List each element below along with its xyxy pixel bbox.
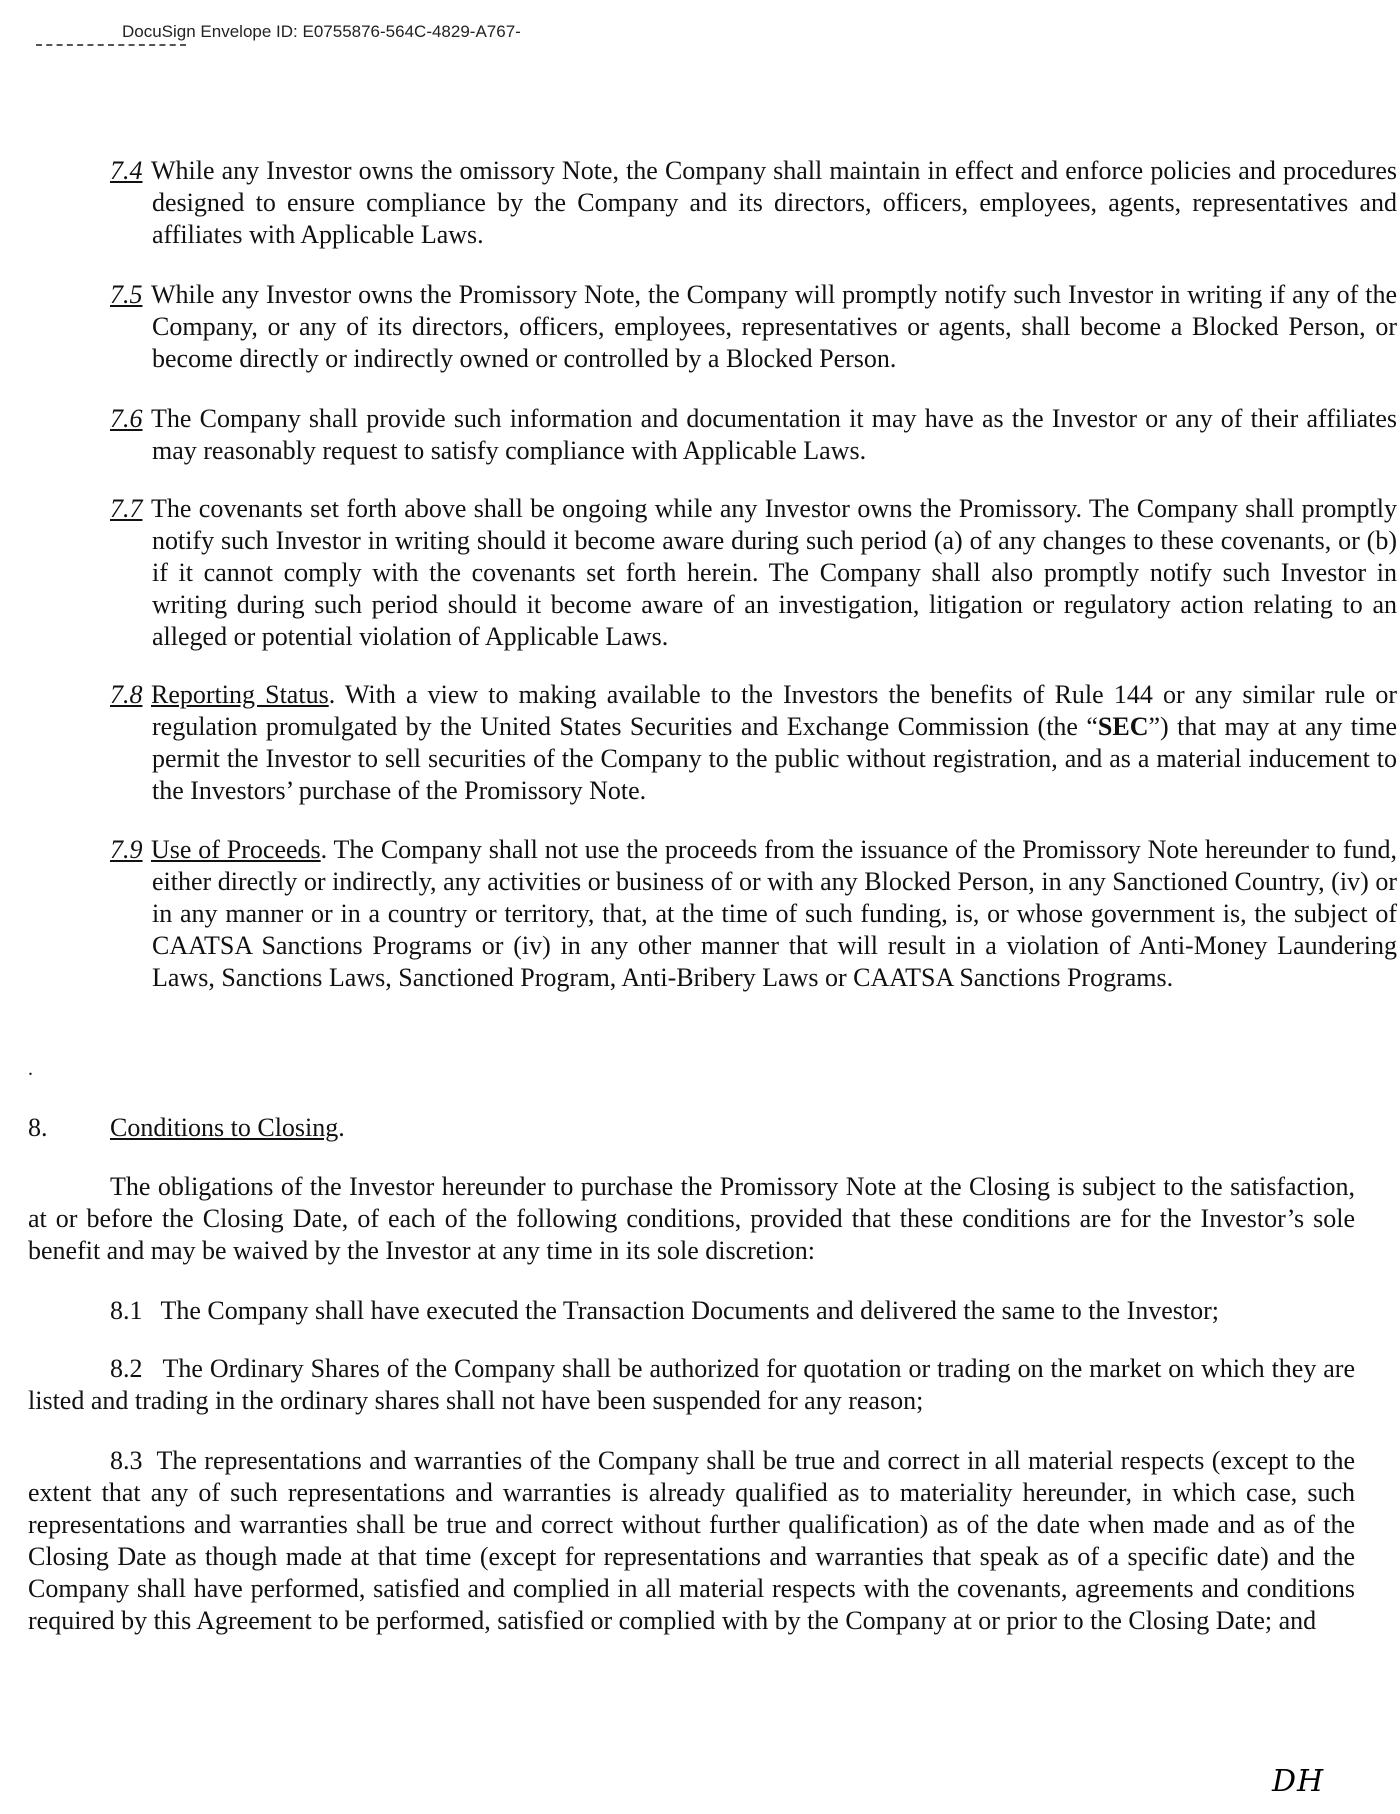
- clause-number: 7.4: [110, 156, 143, 185]
- section-8-heading: [110, 1112, 345, 1144]
- clause-7-8: [110, 679, 1397, 807]
- clause-text: While any Investor owns the omissory Note, the Company shall maintain in effect and enforce policies and procedures designed to ensure compliance by the Company and its directors, officers, employees, agents, representatives and affiliates with Applicable Laws.: [151, 156, 1397, 249]
- section-8-number: 8.: [28, 1113, 48, 1142]
- condition-8-2: [28, 1353, 1355, 1417]
- signer-initials: DH: [1272, 1764, 1325, 1799]
- section-8-intro: The obligations of the Investor hereunder to purchase the Promissory Note at the Closing is subject to the satisfaction, at or before the Closing Date, of each of the following conditions, provided that these conditions are for the Investor’s sole benefit and may be waived by the Investor at any time in its sole discretion:: [28, 1172, 1355, 1265]
- condition-text: The representations and warranties of the Company shall be true and correct in all material respects (except to the extent that any of such representations and warranties is already qualified as to materiality hereunder, in which case, such representations and warranties shall be true and correct without further qualification) as of the date when made and as of the Closing Date as though made at that time (except for representations and warranties that speak as of a specific date) and the Company shall have performed, satisfied and complied in all material respects with the covenants, agreements and conditions required by this Agreement to be performed, satisfied or complied with by the Company at or prior to the Closing Date; and: [28, 1446, 1355, 1635]
- clause-7-6: [110, 403, 1397, 467]
- clause-bold-term: SEC: [1097, 712, 1149, 741]
- clause-number: 7.9: [110, 835, 143, 864]
- clause-text: . With a view to making available to the Investors the benefits of Rule 144 or any similar rule or regulation promulgated by the United States Securities and Exchange Commission (the “: [152, 680, 1397, 741]
- clause-text-continued: ”) that may at any time permit the Investor to sell securities of the Company to the public without registration, and as a material inducement to the Investors’ purchase of the Promissory Note.: [152, 712, 1397, 805]
- section-8-title: Conditions to Closing: [110, 1113, 339, 1142]
- clause-7-9: [110, 834, 1397, 994]
- condition-number: 8.3: [110, 1446, 143, 1475]
- condition-8-1: [110, 1295, 1355, 1327]
- clause-text: While any Investor owns the Promissory Note, the Company will promptly notify such Investor in writing if any of the Company, or any of its directors, officers, employees, representatives or agents, shall become a Blocked Person, or become directly or indirectly owned or controlled by a Blocked Person.: [151, 280, 1397, 373]
- condition-number: 8.1: [110, 1296, 143, 1325]
- condition-number: 8.2: [110, 1354, 143, 1383]
- clause-number: 7.6: [110, 404, 143, 433]
- stray-dot: .: [28, 1058, 33, 1080]
- section-8-title-punct: .: [338, 1113, 345, 1142]
- clause-text: The Company shall provide such information and documentation it may have as the Investor or any of their affiliates may reasonably request to satisfy compliance with Applicable Laws.: [151, 404, 1397, 465]
- clause-7-5: [110, 279, 1397, 375]
- clause-7-4: [110, 155, 1397, 251]
- clause-number: 7.8: [110, 680, 143, 709]
- clause-text: . The Company shall not use the proceeds from the issuance of the Promissory Note hereunder to fund, either directly or indirectly, any activities or business of or with any Blocked Person, in any Sanctioned Country, (iv) or in any manner or in a country or territory, that, at the time of such funding, is, or whose government is, the subject of CAATSA Sanctions Programs or (iv) in any other manner that will result in a violation of Anti-Money Laundering Laws, Sanctions Laws, Sanctioned Program, Anti-Bribery Laws or CAATSA Sanctions Programs.: [152, 835, 1397, 992]
- condition-text: The Ordinary Shares of the Company shall be authorized for quotation or trading on the market on which they are listed and trading in the ordinary shares shall not have been suspended for any reason;: [28, 1354, 1355, 1415]
- clause-number: 7.7: [110, 494, 143, 523]
- clause-number: 7.5: [110, 280, 143, 309]
- condition-text: The Company shall have executed the Transaction Documents and delivered the same to the Investor;: [160, 1296, 1219, 1325]
- clause-heading: Use of Proceeds: [151, 835, 321, 864]
- header-dashed-line: [36, 44, 186, 49]
- condition-8-3: [28, 1445, 1355, 1637]
- docusign-envelope-id: DocuSign Envelope ID: E0755876-564C-4829-A767-: [122, 22, 521, 41]
- clause-heading: Reporting Status: [151, 680, 329, 709]
- clause-text: The covenants set forth above shall be ongoing while any Investor owns the Promissory. The Company shall promptly notify such Investor in writing should it become aware during such period (a) of any changes to these covenants, or (b) if it cannot comply with the covenants set forth herein. The Company shall also promptly notify such Investor in writing during such period should it become aware of an investigation, litigation or regulatory action relating to an alleged or potential violation of Applicable Laws.: [151, 494, 1397, 651]
- clause-7-7: [110, 493, 1397, 653]
